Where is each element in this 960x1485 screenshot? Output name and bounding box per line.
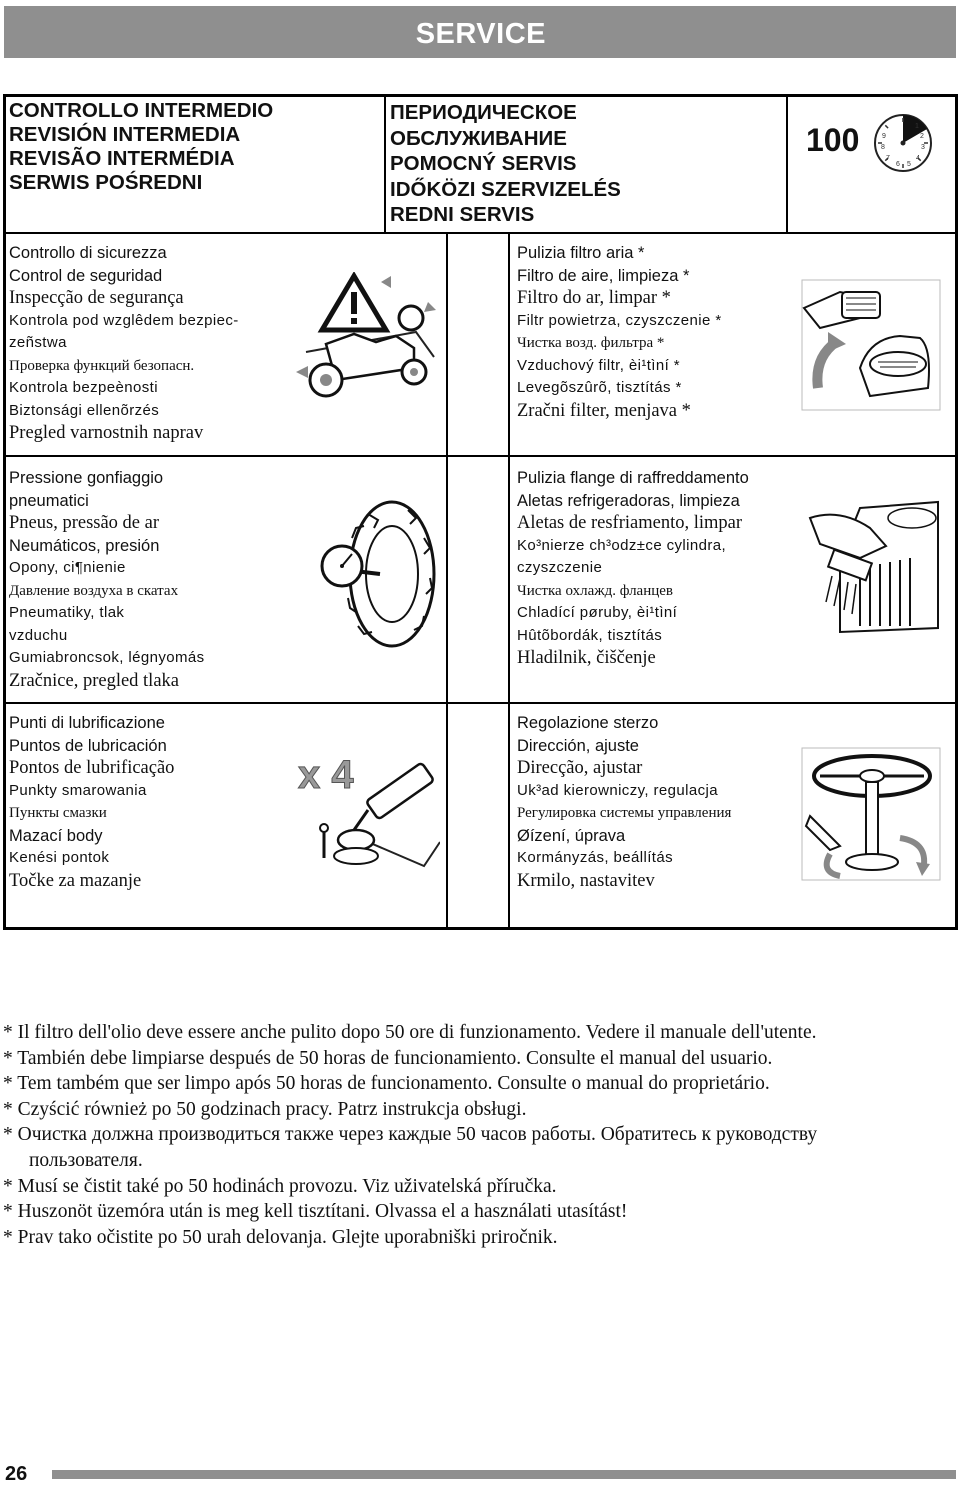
task-label: Inspecção de segurança	[9, 288, 184, 308]
footnote: * También debe limpiarse después de 50 horas de funcionamiento. Consulte el manual del usuario.	[3, 1047, 773, 1069]
svg-text:6: 6	[896, 161, 900, 168]
col-divider-body-2	[508, 232, 510, 927]
mower-warning-illustration	[296, 272, 438, 400]
task-label: czyszczenie	[517, 559, 603, 576]
footnote: * Tem também que ser limpo após 50 horas de funcionamento. Consulte o manual do proprietário.	[3, 1073, 770, 1095]
svg-text:8: 8	[881, 144, 885, 151]
header-left-line: REVISIÓN INTERMEDIA	[9, 123, 241, 146]
task-label: Pulizia filtro aria *	[517, 244, 645, 262]
task-label: Točke za mazanje	[9, 870, 142, 891]
task-label: Biztonsági ellenõrzés	[9, 401, 160, 419]
task-label: Control de seguridad	[9, 266, 163, 285]
task-label: zeñstwa	[9, 334, 67, 351]
task-label: Uk³ad kierowniczy, regulacja	[517, 781, 718, 799]
lube-count-label: x 4	[298, 753, 354, 797]
task-label: Проверка функций безопасн.	[9, 357, 195, 374]
task-label: Hûtõbordák, tisztítás	[517, 626, 663, 644]
task-label: Controllo di sicurezza	[9, 244, 167, 262]
header-mid-line: REDNI SERVIS	[390, 203, 535, 226]
task-label: Kontrola bezpeènosti	[9, 379, 158, 396]
task-label: Filtro de aire, limpieza *	[517, 266, 690, 285]
task-label: Давление воздуха в скатах	[9, 582, 179, 599]
svg-text:3: 3	[921, 144, 925, 151]
task-label: Filtr powietrza, czyszczenie *	[517, 311, 722, 329]
col-divider-header-2	[786, 97, 788, 232]
task-label: Vzduchový filtr, èi¹tìní *	[517, 356, 680, 374]
task-label: Pontos de lubrificação	[9, 758, 175, 778]
steering-wheel-illustration	[800, 746, 942, 882]
footnote: * Очистка должна производиться также через каждые 50 часов работы. Обратитесь к руководству	[3, 1124, 818, 1146]
task-label: Пункты смазки	[9, 805, 107, 821]
task-label: Pressione gonfiaggio	[9, 469, 164, 487]
task-tire-pressure	[9, 467, 205, 692]
footnote: * Musí se čistit také po 50 hodinách provozu. Viz uživatelská příručka.	[3, 1175, 557, 1197]
task-lubrication-points	[9, 712, 174, 892]
footnotes	[3, 1020, 817, 1250]
header-left	[9, 99, 273, 195]
task-label: Zračnice, pregled tlaka	[9, 670, 179, 691]
svg-text:9: 9	[882, 133, 886, 140]
svg-text:4: 4	[916, 155, 920, 162]
task-label: Neumáticos, presión	[9, 536, 160, 555]
task-label: Filtro do ar, limpar *	[517, 288, 671, 308]
task-label: vzduchu	[9, 626, 68, 644]
task-label: Ko³nierze ch³odz±ce cylindra,	[517, 536, 727, 554]
section-banner	[4, 6, 956, 58]
task-label: Krmilo, nastavitev	[517, 870, 655, 891]
task-label: Øízení, úprava	[517, 826, 626, 845]
col-divider-header-1	[384, 97, 386, 232]
task-label: Aletas de resfriamento, limpar	[517, 513, 742, 533]
header-middle	[390, 100, 621, 228]
header-mid-line: POMOCNÝ SERVIS	[390, 152, 577, 175]
header-mid-line: ОБСЛУЖИВАНИЕ	[390, 126, 567, 150]
task-label: Kormányzás, beállítás	[517, 849, 673, 866]
task-cooling-fins	[517, 467, 749, 670]
task-safety-check	[9, 242, 239, 445]
task-label: Aletas refrigeradoras, limpieza	[517, 491, 740, 510]
row-divider-header	[6, 232, 955, 234]
task-label: Punkty smarowania	[9, 781, 147, 799]
task-steering-adjust	[517, 712, 731, 892]
footnote: * Prav tako očistite po 50 urah delovanja. Glejte uporabniški priročnik.	[3, 1226, 558, 1248]
header-left-line: CONTROLLO INTERMEDIO	[9, 99, 274, 122]
task-label: Zračni filter, menjava *	[517, 400, 691, 421]
task-label: Kenési pontok	[9, 849, 110, 866]
footnote-continued: пользователя.	[29, 1149, 143, 1171]
svg-text:2: 2	[920, 133, 924, 140]
task-label: Регулировка системы управления	[517, 805, 732, 821]
task-label: Чистка возд. фильтра *	[517, 335, 665, 351]
task-label: Чистка охлажд. фланцев	[517, 582, 674, 599]
task-label: Kontrola pod wzglêdem bezpiec-	[9, 311, 239, 329]
task-label: Puntos de lubricación	[9, 736, 167, 755]
col-divider-body-1	[446, 232, 448, 927]
task-label: Levegõszûrõ, tisztítás *	[517, 379, 682, 396]
task-label: Chladící pøruby, èi¹tìní	[517, 604, 678, 621]
row-divider-1	[6, 455, 955, 457]
task-label: Direcção, ajustar	[517, 758, 643, 778]
task-label: Pulizia flange di raffreddamento	[517, 469, 749, 487]
task-label: Dirección, ajuste	[517, 736, 639, 755]
header-mid-line: ПЕРИОДИЧЕСКОЕ	[390, 101, 577, 124]
task-label: Pregled varnostnih naprav	[9, 423, 204, 443]
clock-dial-icon	[872, 112, 934, 174]
footnote: * Huszonöt üzemóra után is meg kell tisztítani. Olvassa el a használati utasítást!	[3, 1201, 628, 1223]
tire-pressure-gauge-illustration	[318, 498, 436, 650]
task-label: Pneumatiky, tlak	[9, 604, 125, 621]
header-left-line: REVISÃO INTERMÉDIA	[9, 147, 235, 170]
service-interval-hours: 100	[806, 122, 860, 158]
task-label: Regolazione sterzo	[517, 714, 659, 732]
footnote: * Il filtro dell'olio deve essere anche pulito dopo 50 ore di funzionamento. Vedere il manuale dell'utente.	[3, 1022, 817, 1043]
svg-text:7: 7	[886, 155, 890, 162]
footer-rule	[52, 1470, 956, 1479]
task-label: Hladilnik, čiščenje	[517, 648, 656, 668]
section-title: SERVICE	[415, 18, 546, 50]
svg-text:1: 1	[915, 123, 919, 130]
svg-text:5: 5	[907, 161, 911, 168]
row-divider-2	[6, 702, 955, 704]
task-label: Mazací body	[9, 826, 103, 845]
task-air-filter	[517, 242, 722, 422]
header-mid-line: IDŐKÖZI SZERVIZELÉS	[390, 177, 621, 201]
task-label: Punti di lubrificazione	[9, 714, 165, 732]
header-left-line: SERWIS POŚREDNI	[9, 171, 203, 194]
footnote: * Czyścić również po 50 godzinach pracy. Patrz instrukcja obsługi.	[3, 1098, 527, 1120]
task-label: Pneus, pressão de ar	[9, 513, 160, 533]
air-filter-illustration	[800, 278, 942, 412]
cooling-fins-brush-illustration	[800, 498, 942, 638]
task-label: pneumatici	[9, 491, 89, 510]
task-label: Opony, ci¶nienie	[9, 559, 126, 576]
task-label: Gumiabroncsok, légnyomás	[9, 649, 205, 666]
grease-gun-x4-illustration	[294, 746, 440, 872]
page-number: 26	[5, 1463, 28, 1485]
